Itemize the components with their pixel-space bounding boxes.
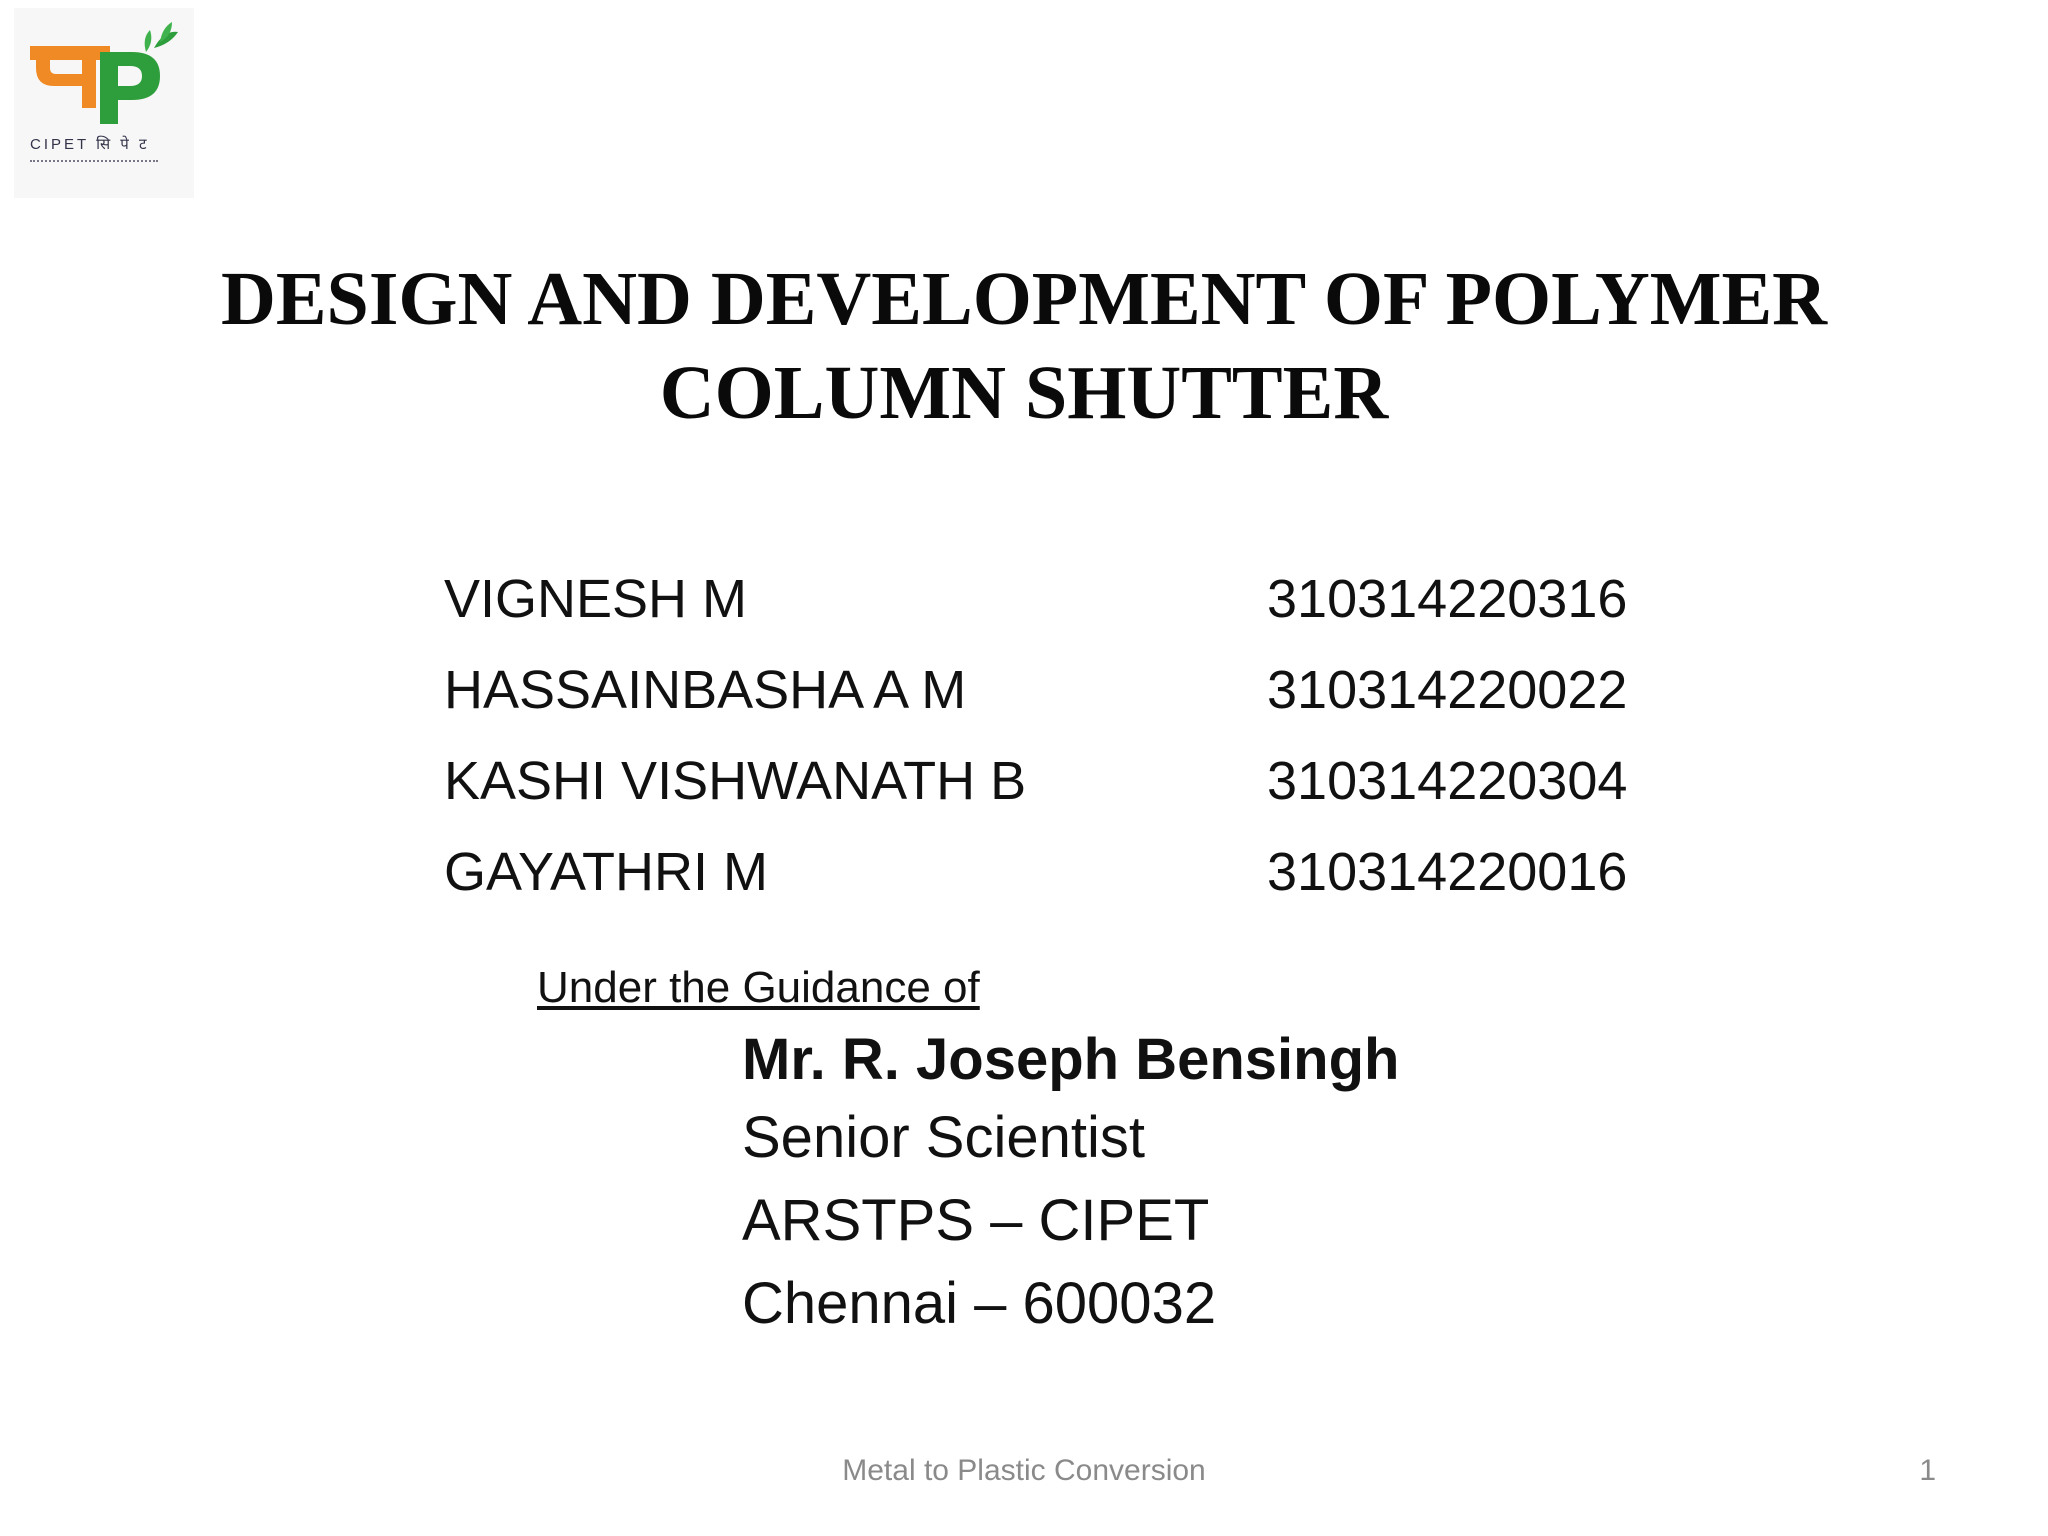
student-id: 310314220304 xyxy=(1267,751,1628,811)
student-id: 310314220016 xyxy=(1267,842,1628,902)
footer-text: Metal to Plastic Conversion xyxy=(842,1454,1206,1487)
logo-tagline xyxy=(30,160,158,166)
guide-details xyxy=(742,1024,1399,1345)
student-row xyxy=(444,744,1744,835)
guidance-label: Under the Guidance of xyxy=(537,963,980,1012)
student-row xyxy=(444,562,1744,653)
student-id: 310314220022 xyxy=(1267,660,1628,720)
student-name: VIGNESH M xyxy=(444,569,748,629)
student-row xyxy=(444,653,1744,744)
guide-city: Chennai – 600032 xyxy=(742,1271,1217,1336)
student-row xyxy=(444,835,1744,926)
guide-name: Mr. R. Joseph Bensingh xyxy=(742,1027,1400,1092)
title-line-2: COLUMN SHUTTER xyxy=(659,351,1389,435)
student-name: GAYATHRI M xyxy=(444,842,768,902)
student-id: 310314220316 xyxy=(1267,569,1628,629)
student-name: KASHI VISHWANATH B xyxy=(444,751,1027,811)
title-line-1: DESIGN AND DEVELOPMENT OF POLYMER xyxy=(220,257,1828,341)
slide-title xyxy=(0,252,2048,440)
slide-number: 1 xyxy=(1919,1454,1936,1487)
student-list xyxy=(444,562,1744,926)
logo-wordmark: CIPET सि पे ट xyxy=(30,136,150,153)
student-name: HASSAINBASHA A M xyxy=(444,660,967,720)
cipet-logo xyxy=(14,8,194,198)
cipet-emblem-icon xyxy=(14,8,194,138)
guide-designation: Senior Scientist xyxy=(742,1105,1145,1170)
guide-institute: ARSTPS – CIPET xyxy=(742,1188,1210,1253)
